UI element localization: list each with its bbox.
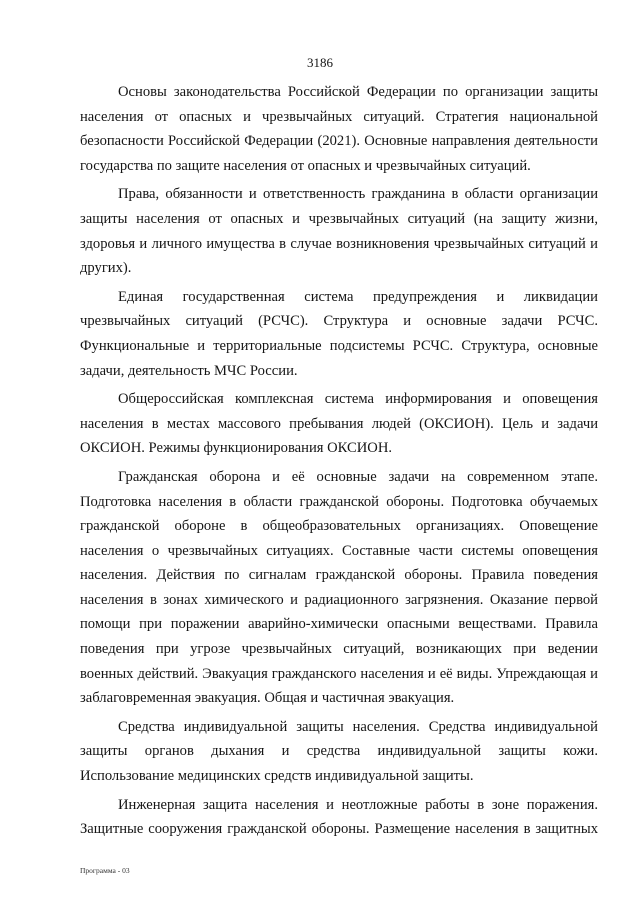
paragraph-civil-defense: Гражданская оборона и её основные задачи на современном этапе. Подготовка населения в области гражданской обороны. Подготовка обучаемых гражданской обороне в общеобразовательных организациях. Оповещение населения о чрезвычайных ситуациях. Составные части системы оповещения населения. Действия по сигналам гражданской обороны. Правила поведения населения в зонах химического и радиационного загрязнения. Оказание первой помощи при поражении аварийно-химически опасными веществами. Правила поведения при угрозе чрезвычайных ситуаций, возникающих при ведении военных действий. Эвакуация гражданского населения и её виды. Упреждающая и заблаговременная эвакуация. Общая и частичная эвакуация. <box>80 468 598 707</box>
paragraph-citizen-rights: Права, обязанности и ответственность гражданина в области организации защиты населения от опасных и чрезвычайных ситуаций (на защиту жизни, здоровья и личного имущества в случае возникновения чрезвычайных ситуаций и других). <box>80 186 598 277</box>
page-footer: Программа - 03 <box>80 866 130 875</box>
paragraph-engineering-protection: Инженерная защита населения и неотложные работы в зоне поражения. Защитные сооружения гражданской обороны. Размещение населения в защитных <box>80 796 598 838</box>
paragraph-protective-equipment: Средства индивидуальной защиты населения. Средства индивидуальной защиты органов дыхания и средства индивидуальной защиты кожи. Использование медицинских средств индивидуальной защиты. <box>80 718 598 785</box>
paragraph-oksion: Общероссийская комплексная система информирования и оповещения населения в местах массового пребывания людей (ОКСИОН). Цель и задачи ОКСИОН. Режимы функционирования ОКСИОН. <box>80 391 598 457</box>
paragraph-rschs: Единая государственная система предупреждения и ликвидации чрезвычайных ситуаций (РСЧС). Структура и основные задачи РСЧС. Функциональные и территориальные подсистемы РСЧС. Структура, основные задачи, деятельность МЧС России. <box>80 288 598 379</box>
document-body <box>80 80 598 846</box>
paragraph-legislation: Основы законодательства Российской Федерации по организации защиты населения от опасных и чрезвычайных ситуаций. Стратегия национальной безопасности Российской Федерации (2021). Основные направления деятельности государства по защите населения от опасных и чрезвычайных ситуаций. <box>80 84 598 174</box>
page-number: 3186 <box>307 55 333 70</box>
